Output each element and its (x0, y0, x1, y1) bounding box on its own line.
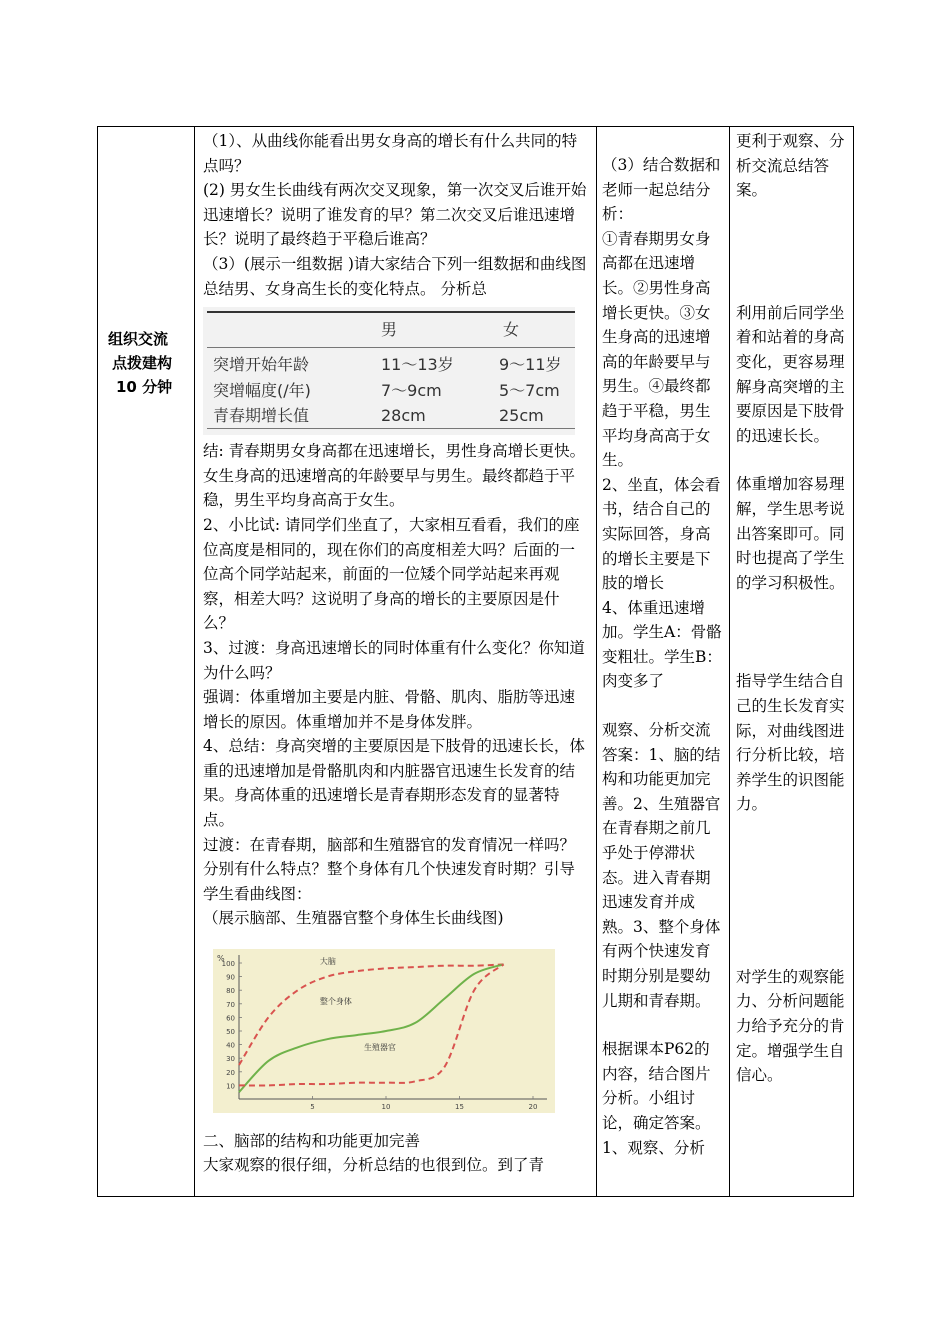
y-tick-label: 10 (226, 1082, 235, 1091)
data-table-cell: 25cm (499, 406, 544, 426)
paragraph: 更利于观察、分析交流总结答案。 (736, 132, 845, 200)
data-table-cell: 突增幅度(/年) (213, 381, 311, 401)
data-table-header: 男 (381, 320, 398, 340)
section-duration: 10 分钟 (116, 378, 173, 396)
paragraph: 2、小比试: 请同学们坐直了，大家相互看看，我们的座位高度是相同的，现在你们的高度相差大吗？后面的一位高个同学站起来，前面的一位矮个同学站起来再观察，相差大吗？这说明了身高的增长的主要原因是什么？ (203, 515, 580, 633)
student-activity-cell (597, 127, 730, 1197)
paragraph: （3）结合数据和老师一起总结分析： (602, 156, 721, 224)
y-tick-label: 80 (226, 987, 235, 996)
section-title: 点拨建构 (112, 354, 173, 372)
paragraph: 2、坐直，体会看书，结合自己的实际回答，身高的增长主要是下肢的增长 (602, 475, 721, 593)
data-table-cell: 9～11岁 (499, 355, 562, 375)
paragraph: 观察、分析交流答案：1、脑的结构和功能更加完善。2、生殖器官在青春期之前几乎处于停滞状态。进入青春期迅速发育并成熟。3、整个身体有两个快速发育时期分别是婴幼儿期和青春期。 (602, 721, 721, 1010)
paragraph: 3、过渡：身高迅速增长的同时体重有什么变化？你知道为什么吗？ (203, 638, 585, 682)
paragraph: 结: 青春期男女身高都在迅速增长，男性身高增长更快。女生身高的迅速增高的年龄要早与男生。最终都趋于平稳，男生平均身高高于女生。 (203, 442, 586, 510)
y-tick-label: 60 (226, 1014, 235, 1023)
paragraph: 指导学生结合自己的生长发育实际，对曲线图进行分析比较，培养学生的识图能力。 (736, 672, 845, 814)
brain-curve-label: 大脑 (319, 957, 336, 967)
x-tick-label: 20 (528, 1103, 538, 1112)
repro-curve-label: 生殖器官 (363, 1043, 396, 1053)
y-tick-label: 20 (226, 1068, 235, 1077)
y-tick-label: 70 (226, 1000, 235, 1009)
data-table-cell: 28cm (381, 406, 426, 426)
table-row (98, 127, 854, 1197)
growth-curve-chart (203, 949, 590, 1121)
section-cell (98, 127, 195, 1197)
lesson-plan-table (97, 126, 854, 1197)
paragraph: (2) 男女生长曲线有两次交叉现象，第一次交叉后谁开始迅速增长？说明了谁发育的早？第二次交叉后谁迅速增长？说明了最终趋于平稳后谁高？ (203, 181, 587, 249)
paragraph: 利用前后同学坐着和站着的身高变化，更容易理解身高突增的主要原因是下肢骨的迅速长长。 (736, 303, 845, 445)
paragraph: ①青春期男女身高都在迅速增长。②男性身高增长更快。③女生身高的迅速增高的年龄要早与男生。④最终都趋于平稳，男生平均身高高于女生。 (602, 229, 711, 470)
paragraph: 4、总结：身高突增的主要原因是下肢骨的迅速长长，体重的迅速增加是骨骼肌肉和内脏器官迅速生长发育的结果。身高体重的迅速增长是青春期形态发育的显著特点。 (203, 737, 585, 830)
x-tick-label: 15 (455, 1103, 464, 1112)
paragraph: 二、脑部的结构和功能更加完善 (203, 1131, 421, 1150)
y-tick-label: 100 (221, 960, 235, 969)
paragraph: （3）(展示一组数据 )请大家结合下列一组数据和曲线图总结男、女身高生长的变化特点。 分析总 (203, 254, 587, 298)
paragraph: 大家观察的很仔细，分析总结的也很到位。到了青 (203, 1156, 545, 1175)
paragraph: 4、体重迅速增加。学生A：骨骼变粗壮。学生B：肉变多了 (602, 598, 722, 691)
paragraph: 体重增加容易理解，学生思考说出答案即可。同时也提高了学生的学习积极性。 (736, 475, 845, 592)
paragraph: 强调：体重增加主要是内脏、骨骼、肌肉、脂肪等迅速增长的原因。体重增加并不是身体发胖。 (203, 688, 576, 731)
growth-curve-svg (213, 949, 555, 1113)
body-curve-label: 整个身体 (319, 996, 352, 1006)
growth-data-table-image (203, 307, 590, 435)
paragraph: （1）、从曲线你能看出男女身高的增长有什么共同的特点吗？ (203, 132, 578, 175)
y-unit-label: % (217, 954, 225, 964)
paragraph: 1、观察、分析 (602, 1138, 705, 1157)
paragraph: （展示脑部、生殖器官整个身体生长曲线图) (203, 909, 504, 928)
paragraph: 对学生的观察能力、分析问题能力给予充分的肯定。增强学生自信心。 (736, 967, 845, 1085)
data-table-cell: 青春期增长值 (213, 406, 310, 426)
paragraph: 根据课本P62的内容，结合图片分析。小组讨论，确定答案。 (602, 1040, 711, 1132)
x-tick-label: 5 (310, 1103, 315, 1112)
data-table-header: 女 (503, 320, 520, 340)
y-tick-label: 90 (226, 973, 235, 982)
data-table-cell: 7～9cm (381, 381, 442, 401)
series-body-line (239, 964, 504, 1092)
y-tick-label: 40 (226, 1041, 235, 1050)
y-tick-label: 30 (226, 1055, 235, 1064)
design-intent-cell (730, 127, 854, 1197)
data-table-cell: 5～7cm (499, 381, 560, 401)
y-tick-label: 50 (226, 1028, 235, 1037)
teacher-activity-cell (195, 127, 597, 1197)
paragraph: 过渡：在青春期，脑部和生殖器官的发育情况一样吗？分别有什么特点？整个身体有几个快速发育时期？引导学生看曲线图： (203, 835, 576, 903)
data-table-cell: 突增开始年龄 (213, 355, 310, 375)
section-title: 组织交流 (108, 330, 169, 348)
x-tick-label: 10 (381, 1103, 391, 1112)
data-table-cell: 11～13岁 (381, 355, 454, 375)
